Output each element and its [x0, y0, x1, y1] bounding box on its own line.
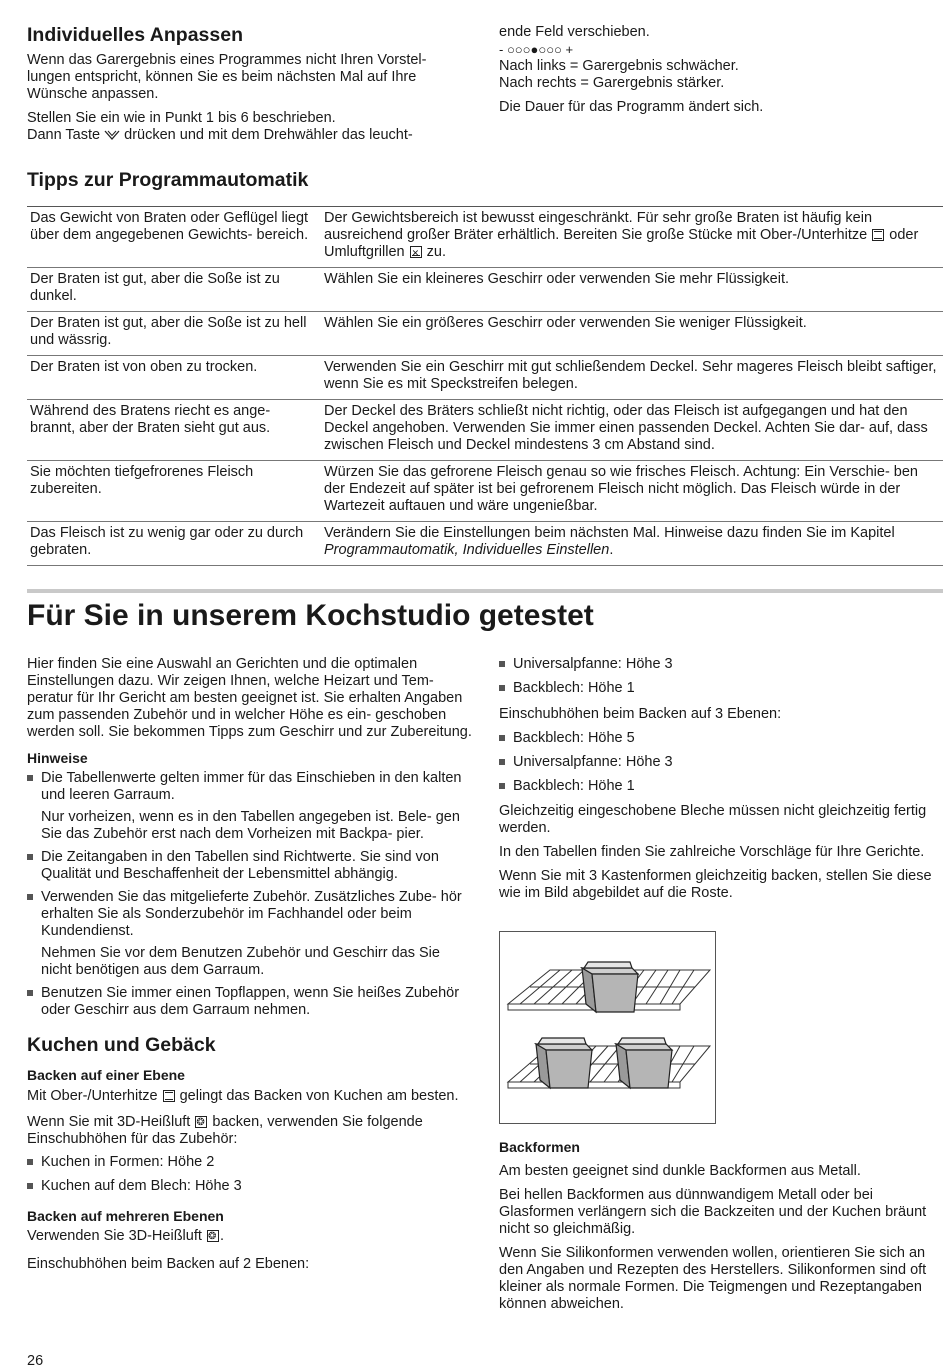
drei-ebenen-list: [499, 730, 941, 795]
heading-kuchen: Kuchen und Gebäck: [27, 1034, 216, 1056]
paragraph: Verwenden Sie 3D-Heißluft ❂ .: [27, 1228, 474, 1245]
list-item: Backblech: Höhe 1: [499, 778, 941, 795]
tipps-table-wrap: [27, 206, 943, 566]
paragraph: Wenn das Garergebnis eines Programmes nicht Ihren Vorstel- lungen entspricht, können Sie es beim nächsten Mal auf Ihre Wünsche anpassen.: [27, 52, 427, 102]
paragraph: Einschubhöhen beim Backen auf 3 Ebenen:: [499, 706, 782, 722]
table-cell: Wählen Sie ein kleineres Geschirr oder verwenden Sie mehr Flüssigkeit.: [316, 268, 943, 312]
paragraph: Mit Ober-/Unterhitze gelingt das Backen von Kuchen am besten.: [27, 1088, 459, 1104]
list-item: Die Tabellenwerte gelten immer für das Einschieben in den kalten und leeren Garraum. Nur vorheizen, wenn es in den Tabellen angegeben ist. Bele- gen Sie das Zubehör erst nach dem Vorheizen mit Backpa- pier.: [27, 770, 474, 843]
table-row: [27, 207, 943, 268]
heading-individuell: Individuelles Anpassen: [27, 24, 244, 46]
zwei-ebenen-list: [499, 656, 941, 697]
list-item: Universalpfanne: Höhe 3: [499, 656, 941, 673]
kastenformen-illustration: [499, 931, 716, 1124]
section-divider: [27, 589, 943, 593]
list-item: Die Zeitangaben in den Tabellen sind Richtwerte. Sie sind von Qualität und Beschaffenheit der Lebensmittel abhängig.: [27, 849, 474, 883]
page-number: 26: [27, 1353, 44, 1369]
table-cell: Verwenden Sie ein Geschirr mit gut schließendem Deckel. Sehr mageres Fleisch bleibt saftiger, wenn Sie es mit Speckstreifen belegen.: [316, 356, 943, 400]
heading-kochstudio: Für Sie in unserem Kochstudio getestet: [27, 599, 594, 632]
table-cell: Während des Bratens riecht es ange- brannt, aber der Braten sieht gut aus.: [27, 400, 316, 461]
list-item: Kuchen auf dem Blech: Höhe 3: [27, 1178, 474, 1195]
paragraph: Wenn Sie mit 3D-Heißluft ❂ backen, verwenden Sie folgende Einschubhöhen für das Zubehör:: [27, 1114, 474, 1148]
hinweise-list: [27, 770, 474, 1019]
table-row: [27, 400, 943, 461]
list-item: Kuchen in Formen: Höhe 2: [27, 1154, 474, 1171]
paragraph: Gleichzeitig eingeschobene Bleche müssen nicht gleichzeitig fertig werden.: [499, 803, 927, 836]
column-left: [27, 656, 474, 1273]
tipps-table: [27, 206, 943, 566]
table-cell: Würzen Sie das gefrorene Fleisch genau so wie frisches Fleisch. Achtung: Ein Verschie- ben der Endezeit auf später ist bei gefrorenem Fleisch nicht möglich. Das Fleisch würde in der Wartezeit auftauen und wäre ungenießbar.: [316, 461, 943, 522]
list-item: Benutzen Sie immer einen Topflappen, wenn Sie heißes Zubehör oder Geschirr aus dem Garraum nehmen.: [27, 985, 474, 1019]
section-individuell: [27, 24, 472, 144]
paragraph: Bei hellen Backformen aus dünnwandigem Metall oder bei Glasformen verlängern sich die Backzeiten und der Kuchen bräunt nicht so gleichmäßig.: [499, 1187, 927, 1237]
paragraph: In den Tabellen finden Sie zahlreiche Vorschläge für Ihre Gerichte.: [499, 844, 925, 860]
column-right: [499, 656, 941, 902]
ober-unterhitze-icon: [163, 1090, 175, 1102]
table-cell: Wählen Sie ein größeres Geschirr oder verwenden Sie weniger Flüssigkeit.: [316, 312, 943, 356]
chevron-down-icon: [104, 129, 120, 141]
paragraph: Einschubhöhen beim Backen auf 2 Ebenen:: [27, 1256, 310, 1272]
paragraph: Wenn Sie mit 3 Kastenformen gleichzeitig backen, stellen Sie diese wie im Bild abgebildet auf die Roste.: [499, 868, 932, 901]
heading-backformen: Backformen: [499, 1139, 580, 1155]
eine-ebene-list: [27, 1154, 474, 1195]
table-cell: Der Braten ist von oben zu trocken.: [27, 356, 316, 400]
table-row: [27, 522, 943, 566]
3d-heissluft-icon: [195, 1116, 207, 1128]
heading-tipps: Tipps zur Programmautomatik: [27, 169, 309, 191]
heading-eine-ebene: Backen auf einer Ebene: [27, 1067, 185, 1083]
table-cell: Sie möchten tiefgefrorenes Fleisch zubereiten.: [27, 461, 316, 522]
oven-racks-illustration: [500, 932, 715, 1123]
table-cell: Der Deckel des Bräters schließt nicht richtig, oder das Fleisch ist aufgegangen und hat den Deckel angehoben. Verwenden Sie immer einen passenden Deckel. Achten Sie dar- auf, dass zwischen Fleisch und Deckel mindestens 3 cm Abstand sind.: [316, 400, 943, 461]
table-cell: Verändern Sie die Einstellungen beim nächsten Mal. Hinweise dazu finden Sie im Kapitel Programmautomatik, Individuelles Einstellen.: [316, 522, 943, 566]
scale-indicator: - ○○○●○○○ +: [499, 42, 574, 57]
list-item: Verwenden Sie das mitgelieferte Zubehör. Zusätzliches Zube- hör erhalten Sie als Sonderzubehör im Fachhandel oder beim Kundendienst. Nehmen Sie vor dem Benutzen Zubehör und Geschirr das Sie nicht benötigen aus dem Garraum.: [27, 889, 474, 979]
umluftgrillen-icon: [410, 246, 422, 258]
paragraph: Dann Taste drücken und mit dem Drehwähler das leucht-: [27, 127, 413, 143]
table-cell: Der Braten ist gut, aber die Soße ist zu dunkel.: [27, 268, 316, 312]
heading-hinweise: Hinweise: [27, 750, 88, 766]
table-cell: Das Fleisch ist zu wenig gar oder zu durch gebraten.: [27, 522, 316, 566]
paragraph: Die Dauer für das Programm ändert sich.: [499, 99, 764, 115]
table-row: [27, 356, 943, 400]
paragraph: Wenn Sie Silikonformen verwenden wollen, orientieren Sie sich an den Angaben und Rezepten des Herstellers. Silikonformen sind oft kleiner als normale Formen. Die Teigmengen und Rezeptangaben können abweichen.: [499, 1245, 927, 1312]
list-item: Backblech: Höhe 5: [499, 730, 941, 747]
ober-unterhitze-icon: [872, 229, 884, 241]
table-cell: Das Gewicht von Braten oder Geflügel liegt über dem angegebenen Gewichts- bereich.: [27, 207, 316, 268]
paragraph: Nach links = Garergebnis schwächer.: [499, 58, 739, 74]
paragraph: Stellen Sie ein wie in Punkt 1 bis 6 beschrieben.: [27, 110, 336, 126]
table-row: [27, 461, 943, 522]
paragraph: Am besten geeignet sind dunkle Backformen aus Metall.: [499, 1163, 861, 1179]
table-cell: Der Braten ist gut, aber die Soße ist zu hell und wässrig.: [27, 312, 316, 356]
table-row: [27, 312, 943, 356]
backformen-section: [499, 1139, 941, 1313]
3d-heissluft-icon: [207, 1230, 219, 1242]
table-row: [27, 268, 943, 312]
paragraph: Nach rechts = Garergebnis stärker.: [499, 75, 725, 91]
table-cell: Der Gewichtsbereich ist bewusst eingeschränkt. Für sehr große Braten ist häufig kein ausreichend großer Bräter erhältlich. Bereiten Sie große Stücke mit Ober-/Unterhitze oder Umluftgrillen ✕ zu.: [316, 207, 943, 268]
paragraph: ende Feld verschieben.: [499, 24, 650, 40]
paragraph: Hier finden Sie eine Auswahl an Gerichten und die optimalen Einstellungen dazu. Wir zeigen Ihnen, welche Heizart und Tem- peratur für Ihr Gericht am besten geeignet ist. Sie erhalten Angaben zum passenden Zubehör und in welcher Höhe es ein- geschoben werden soll. Sie bekommen Tipps zum Geschirr und zur Zubereitung.: [27, 656, 472, 740]
section-individuell-cont: [499, 24, 939, 116]
list-item: Universalpfanne: Höhe 3: [499, 754, 941, 771]
list-item: Backblech: Höhe 1: [499, 680, 941, 697]
heading-mehrere-ebenen: Backen auf mehreren Ebenen: [27, 1208, 224, 1224]
